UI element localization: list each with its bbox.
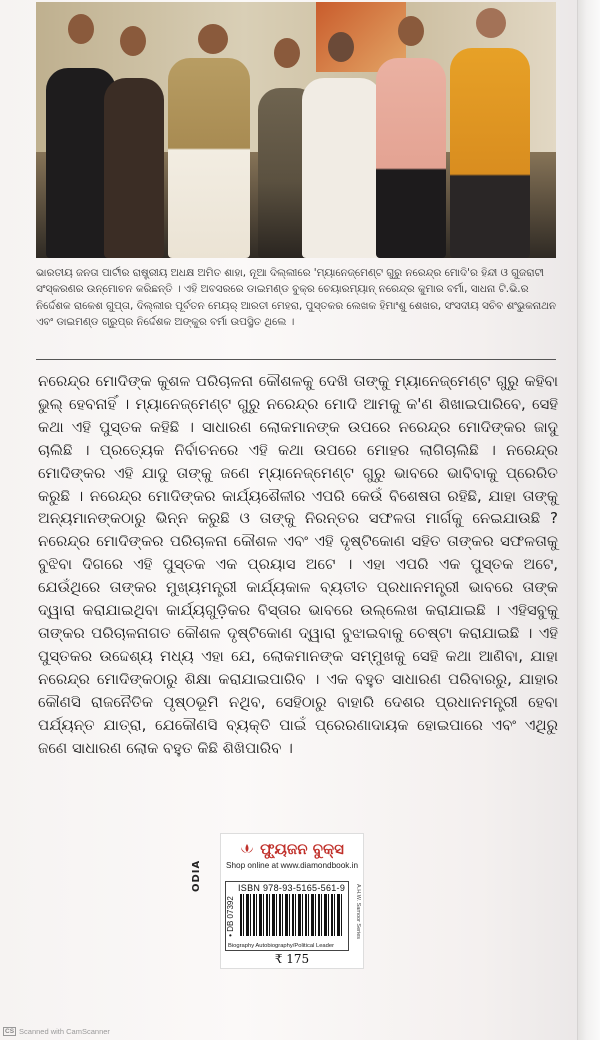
publisher-name: ଫ୍ୟୁଜନ ବୁକ୍ସ [260,840,344,858]
scanner-watermark [3,1027,110,1036]
isbn-number: ISBN 978-93-5165-561-9 [238,883,346,893]
language-label: ODIA [191,859,202,892]
book-blurb: ନରେନ୍ଦ୍ର ମୋଦିଙ୍କ କୁଶଳ ପରିଚାଳନା କୌଶଳକୁ ଦେଖି ତାଙ୍କୁ ମ୍ୟାନେଜ୍‌ମେଣ୍ଟ ଗୁରୁ କହିବା ଭୁଲ୍ ହେବନାହିଁ । ମ୍ୟାନେଜ୍‌ମେଣ୍ଟ ଗୁରୁ ନରେନ୍ଦ୍ର ମୋଦି ଆମକୁ କ'ଣ ଶିଖାଇପାରିବେ, ସେହି କଥା ଏହି ପୁସ୍ତକ କହିଛି । ସାଧାରଣ ଲୋକମାନଙ୍କ ଉପରେ ନରେନ୍ଦ୍ର ମୋଦିଙ୍କର ଜାଦୁ ଚାଲିଛି । ପ୍ରତ୍ୟେକ ନିର୍ବାଚନରେ ଏହି କଥା ଉପରେ ମୋହର ଲାଗିଚାଲିଛି । ନରେନ୍ଦ୍ର ମୋଦିଙ୍କର ଏହି ଯାଦୁ ତାଙ୍କୁ ଜଣେ ମ୍ୟାନେଜ୍‌ମେଣ୍ଟ ଗୁରୁ ଭାବରେ ଭାବିବାକୁ ପ୍ରେରିତ କରୁଛି । ନରେନ୍ଦ୍ର ମୋଦିଙ୍କର କାର୍ଯ୍ୟଶୈଳୀର ଏପରି କେଉଁ ବିଶେଷତା ରହିଛି, ଯାହା ତାଙ୍କୁ ଅନ୍ୟମାନଙ୍କଠାରୁ ଭିନ୍ନ କରୁଛି ଓ ତାଙ୍କୁ ନିରନ୍ତର ସଫଳତା ମାର୍ଗକୁ ନେଇଯାଉଛି ? ନରେନ୍ଦ୍ର ମୋଦିଙ୍କର ପରିଚାଳନା କୌଶଳ ଏବଂ ଏହି ଦୃଷ୍ଟିକୋଣ ସହିତ ତାଙ୍କର ସଫଳତାକୁ ବୁଝିବା ଦିଗରେ ଏହି ପୁସ୍ତକ ଏକ ପ୍ରୟାସ ଅଟେ । ଏହା ଏପରି ଏକ ପୁସ୍ତକ ଅଟେ, ଯେଉଁଥିରେ ତାଙ୍କର ମୁଖ୍ୟମନ୍ତ୍ରୀ କାର୍ଯ୍ୟକାଳ ବ୍ୟତୀତ ପ୍ରଧାନମନ୍ତ୍ରୀ ଭାବରେ ତାଙ୍କ ଦ୍ୱାରା କରାଯାଇଥିବା କାର୍ଯ୍ୟଗୁଡ଼ିକର ବିସ୍ତାର ଭାବରେ ଉଲ୍ଲେଖ କରାଯାଇଛି । ଏହିସବୁକୁ ତାଙ୍କର ପରିଚାଳନାଗତ କୌଶଳ ଦୃଷ୍ଟିକୋଣ ଦ୍ୱାରା ବୁଝାଇବାକୁ ଚେଷ୍ଟା କରାଯାଇଛି । ଏହି ପୁସ୍ତକର ଉଦ୍ଦେଶ୍ୟ ମଧ୍ୟ ଏହା ଯେ, ଲୋକମାନଙ୍କ ସମ୍ମୁଖକୁ ସେହି କଥା ଆଣିବା, ଯାହା ନରେନ୍ଦ୍ର ମୋଦିଙ୍କଠାରୁ ଶିକ୍ଷା କରାଯାଇପାରିବ । ଏକ ବହୁତ ସାଧାରଣ ପରିବାରରୁ, ଯାହାର କୌଣସି ରାଜନୈତିକ ପୃଷ୍ଠଭୂମି ନଥିବ, ସେହିଠାରୁ ବାହାରି ଦେଶର ପ୍ରଧାନମନ୍ତ୍ରୀ ହେବା ପର୍ଯ୍ୟନ୍ତ ଯାତ୍ରା, ଯେକୌଣସି ବ୍ୟକ୍ତି ପାଇଁ ପ୍ରେରଣାଦାୟକ ହୋଇପାରେ ଏବଂ ଏଥିରୁ ଜଣେ ସାଧାରଣ ଲୋକ ବହୁତ କିଛି ଶିଖିପାରିବ । [38,372,558,757]
person-7 [450,48,530,258]
barcode-box [225,881,349,951]
person-2 [104,78,164,258]
lotus-icon [240,843,254,855]
person-5 [302,78,382,258]
person-7-head [476,8,506,38]
person-3 [168,58,250,258]
genre-text: Biography Autobiography/Political Leader [228,943,335,949]
event-photo [36,2,556,258]
photo-caption: ଭାରତୀୟ ଜନତା ପାର୍ଟୀର ରାଷ୍ଟ୍ରୀୟ ଅଧକ୍ଷ ଅମିତ ଶାହା, ନୂଆ ଦିଲ୍ଲୀରେ 'ମ୍ୟାନେଜ୍‌ମେଣ୍ଟ ଗୁରୁ ନରେନ୍ଦ୍ର ମୋଦି'ର ହିନ୍ଦୀ ଓ ଗୁଜରାଟୀ ସଂସ୍କରଣର ଉନ୍ମୋଚନ କରିଛନ୍ତି । ଏହି ଅବସରରେ ଡାଇମଣ୍ଡ ବୁକ୍‌ର ଚେୟାରମ୍ୟାନ୍ ନରେନ୍ଦ୍ର କୁମାର ବର୍ମା, ସାଧନା ଟି.ଭି.ର ନିର୍ଦ୍ଦେଶକ ରାକେଶ ଗୁପ୍ତା, ଦିଲ୍ଲୀର ପୂର୍ବତନ ମେୟର୍ ଆରତୀ ମେହରା, ପୁସ୍ତକର ଲେଖକ ହିମାଂଶୁ ଶେଖର, ସଂସଦୀୟ ସଚିବ ଶଂଭୁକନାଥନ ଏବଂ ଡାଇମଣ୍ଡ ଗ୍ରୁପ୍‌ର ନିର୍ଦ୍ଦେଶକ ଅଙ୍କୁର ବର୍ମା ଉପସ୍ଥିତ ଥିଲେ । [36,267,557,328]
series-text: A.H.W. Samoor Series [355,884,361,940]
section-divider [36,359,556,360]
price: ₹ 175 [274,952,310,966]
page-edge [577,0,600,1040]
barcode [240,894,344,936]
product-code: • DB 07392 [225,896,235,937]
watermark-text: Scanned with CamScanner [19,1027,110,1036]
camscanner-icon: CS [5,1028,15,1035]
person-6 [376,58,446,258]
person-6-head [398,16,424,46]
person-1-head [68,14,94,44]
person-5-head [328,32,354,62]
shop-online-text: Shop online at www.diamondbook.in [226,861,358,870]
person-3-head [198,24,228,54]
person-4-head [274,38,300,68]
publisher-brand [221,838,363,860]
publisher-label [220,833,364,969]
person-2-head [120,26,146,56]
